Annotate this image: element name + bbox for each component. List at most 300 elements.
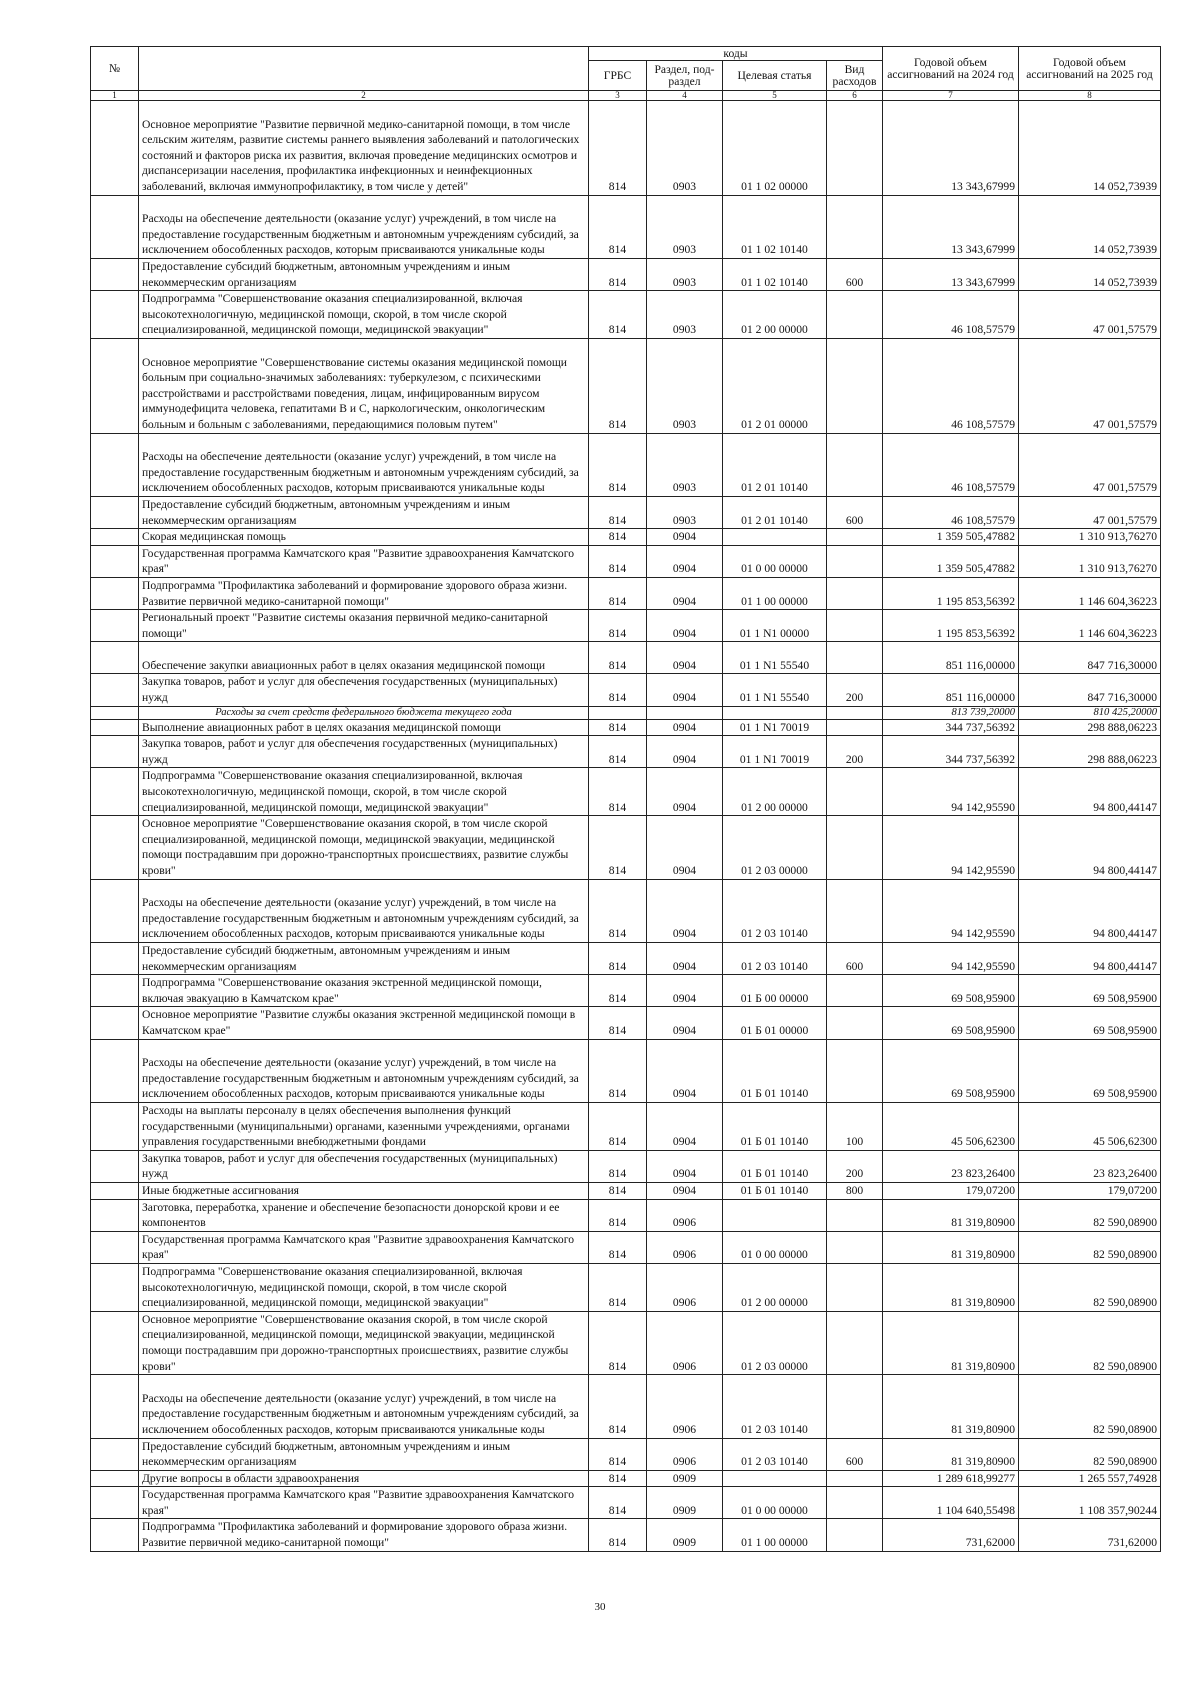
cell-grbs: 814 [589,1231,647,1263]
cell-grbs: 814 [589,674,647,706]
cell-target [723,1470,827,1487]
cell-amount-2024: 81 319,80900 [883,1231,1019,1263]
cell-target: 01 2 00 00000 [723,291,827,339]
cell-no [91,1182,139,1199]
cell-section: 0903 [647,101,723,196]
cell-grbs: 814 [589,1182,647,1199]
cell-no [91,768,139,816]
cell-kind [827,433,883,496]
cell-kind [827,291,883,339]
cell-amount-2024: 1 289 618,99277 [883,1470,1019,1487]
table-row [91,101,1161,196]
cell-section: 0904 [647,975,723,1007]
cell-grbs [589,706,647,719]
cell-no [91,1199,139,1231]
cell-amount-2025: 47 001,57579 [1019,433,1161,496]
cell-name: Расходы на обеспечение деятельности (оказание услуг) учреждений, в том числе на предоставление государственным бюджетным и автономным учреждениям субсидий, за исключением обособленных расходов, которым присваиваются уникальные коды [139,433,589,496]
cell-name: Заготовка, переработка, хранение и обеспечение безопасности донорской крови и ее компонентов [139,1199,589,1231]
table-row [91,719,1161,736]
cell-name: Предоставление субсидий бюджетным, автономным учреждениям и иным некоммерческим организациям [139,943,589,975]
cell-amount-2024: 69 508,95900 [883,1039,1019,1102]
cell-amount-2024: 851 116,00000 [883,674,1019,706]
cell-section: 0904 [647,719,723,736]
cell-name: Расходы на обеспечение деятельности (оказание услуг) учреждений, в том числе на предоставление государственным бюджетным и автономным учреждениям субсидий, за исключением обособленных расходов, которым присваиваются уникальные коды [139,879,589,942]
cell-name: Основное мероприятие "Совершенствование системы оказания медицинской помощи больным при социально-значимых заболеваниях: туберкулезом, с психическими расстройствами и расстройствами поведения, лицам, инфицированным вирусом иммунодефицита человека, гепатитами В и С, наркологическим, онкологическим больным и больным с заболеваниями, передающимися половым путем" [139,338,589,433]
table-row [91,338,1161,433]
cell-grbs: 814 [589,816,647,879]
cell-name: Расходы на обеспечение деятельности (оказание услуг) учреждений, в том числе на предоставление государственным бюджетным и автономным учреждениям субсидий, за исключением обособленных расходов, которым присваиваются уникальные коды [139,195,589,258]
cell-kind [827,975,883,1007]
cell-target: 01 2 00 00000 [723,768,827,816]
cell-amount-2025: 69 508,95900 [1019,1007,1161,1039]
cell-amount-2024: 81 319,80900 [883,1199,1019,1231]
cell-target: 01 1 00 00000 [723,1519,827,1551]
cell-amount-2025: 82 590,08900 [1019,1199,1161,1231]
cell-section: 0906 [647,1375,723,1438]
cell-kind [827,610,883,642]
cell-section: 0904 [647,943,723,975]
cell-target: 01 0 00 00000 [723,1487,827,1519]
cell-name: Основное мероприятие "Совершенствование оказания скорой, в том числе скорой специализированной, медицинской помощи, медицинской эвакуации, медицинской помощи пострадавшим при дорожно-транспортных происшествиях, развитие службы крови" [139,1311,589,1374]
cell-kind [827,529,883,546]
cell-section: 0904 [647,768,723,816]
cell-target: 01 2 01 10140 [723,496,827,528]
cell-grbs: 814 [589,1311,647,1374]
column-number: 8 [1019,91,1161,101]
cell-no [91,1519,139,1551]
cell-target: 01 0 00 00000 [723,545,827,577]
table-row [91,674,1161,706]
cell-amount-2024: 344 737,56392 [883,736,1019,768]
cell-grbs: 814 [589,1007,647,1039]
table-row [91,1263,1161,1311]
cell-amount-2025: 82 590,08900 [1019,1263,1161,1311]
cell-amount-2024: 81 319,80900 [883,1311,1019,1374]
cell-amount-2024: 94 142,95590 [883,879,1019,942]
cell-grbs: 814 [589,529,647,546]
cell-kind [827,1311,883,1374]
cell-grbs: 814 [589,433,647,496]
table-row [91,610,1161,642]
cell-amount-2024: 94 142,95590 [883,768,1019,816]
cell-section: 0904 [647,816,723,879]
header-year-2024: Годовой объем ассигнований на 2024 год [883,47,1019,91]
cell-name: Основное мероприятие "Совершенствование оказания скорой, в том числе скорой специализированной, медицинской помощи, медицинской эвакуации, медицинской помощи пострадавшим при дорожно-транспортных происшествиях, развитие службы крови" [139,816,589,879]
cell-amount-2025: 298 888,06223 [1019,736,1161,768]
cell-no [91,674,139,706]
cell-amount-2025: 1 108 357,90244 [1019,1487,1161,1519]
cell-grbs: 814 [589,719,647,736]
cell-amount-2025: 47 001,57579 [1019,291,1161,339]
table-row [91,195,1161,258]
cell-section: 0906 [647,1438,723,1470]
cell-amount-2025: 810 425,20000 [1019,706,1161,719]
cell-target: 01 Б 01 10140 [723,1102,827,1150]
table-row [91,1519,1161,1551]
cell-section: 0904 [647,642,723,674]
table-row [91,577,1161,609]
cell-section: 0904 [647,674,723,706]
cell-no [91,1375,139,1438]
table-row [91,1007,1161,1039]
table-row [91,1150,1161,1182]
cell-name: Закупка товаров, работ и услуг для обеспечения государственных (муниципальных) нужд [139,1150,589,1182]
cell-target: 01 Б 01 10140 [723,1182,827,1199]
cell-no [91,1102,139,1150]
column-number: 6 [827,91,883,101]
table-row [91,545,1161,577]
cell-amount-2025: 1 146 604,36223 [1019,610,1161,642]
table-row [91,975,1161,1007]
cell-amount-2025: 847 716,30000 [1019,674,1161,706]
cell-name: Региональный проект "Развитие системы оказания первичной медико-санитарной помощи" [139,610,589,642]
table-row [91,529,1161,546]
cell-no [91,1007,139,1039]
cell-section: 0903 [647,433,723,496]
cell-target: 01 1 N1 70019 [723,719,827,736]
cell-target: 01 1 N1 70019 [723,736,827,768]
cell-name: Подпрограмма "Профилактика заболеваний и формирование здорового образа жизни. Развитие первичной медико-санитарной помощи" [139,1519,589,1551]
table-row [91,816,1161,879]
cell-no [91,610,139,642]
cell-amount-2025: 82 590,08900 [1019,1231,1161,1263]
cell-amount-2025: 94 800,44147 [1019,943,1161,975]
cell-no [91,101,139,196]
cell-amount-2024: 46 108,57579 [883,496,1019,528]
cell-section [647,706,723,719]
cell-no [91,338,139,433]
header-grbs: ГРБС [589,61,647,91]
cell-kind: 100 [827,1102,883,1150]
cell-name: Государственная программа Камчатского края "Развитие здравоохранения Камчатского края" [139,1231,589,1263]
cell-section: 0903 [647,195,723,258]
cell-kind: 200 [827,674,883,706]
header-target: Целевая статья [723,61,827,91]
cell-amount-2025: 94 800,44147 [1019,816,1161,879]
cell-amount-2024: 731,62000 [883,1519,1019,1551]
cell-grbs: 814 [589,1519,647,1551]
cell-no [91,545,139,577]
cell-section: 0906 [647,1199,723,1231]
cell-section: 0909 [647,1519,723,1551]
cell-target: 01 Б 01 10140 [723,1150,827,1182]
cell-no [91,706,139,719]
cell-amount-2025: 69 508,95900 [1019,1039,1161,1102]
cell-grbs: 814 [589,736,647,768]
cell-no [91,642,139,674]
cell-amount-2024: 1 104 640,55498 [883,1487,1019,1519]
cell-amount-2025: 1 310 913,76270 [1019,529,1161,546]
cell-no [91,529,139,546]
cell-grbs: 814 [589,1487,647,1519]
cell-amount-2025: 23 823,26400 [1019,1150,1161,1182]
header-no: № [91,47,139,91]
column-number: 1 [91,91,139,101]
cell-kind [827,1007,883,1039]
cell-amount-2025: 179,07200 [1019,1182,1161,1199]
cell-target: 01 2 03 00000 [723,1311,827,1374]
cell-grbs: 814 [589,1375,647,1438]
cell-name: Предоставление субсидий бюджетным, автономным учреждениям и иным некоммерческим организациям [139,1438,589,1470]
cell-grbs: 814 [589,338,647,433]
table-row [91,943,1161,975]
cell-no [91,816,139,879]
cell-kind [827,1470,883,1487]
budget-sheet [90,46,1160,1552]
cell-grbs: 814 [589,1438,647,1470]
table-row [91,433,1161,496]
cell-amount-2025: 298 888,06223 [1019,719,1161,736]
cell-name: Государственная программа Камчатского края "Развитие здравоохранения Камчатского края" [139,545,589,577]
cell-amount-2025: 47 001,57579 [1019,496,1161,528]
cell-grbs: 814 [589,1102,647,1150]
cell-name: Подпрограмма "Совершенствование оказания специализированной, включая высокотехнологичную, медицинской помощи, скорой, в том числе скорой специализированной, медицинской помощи, медицинской эвакуации" [139,768,589,816]
cell-section: 0909 [647,1487,723,1519]
cell-kind: 600 [827,258,883,290]
table-row [91,768,1161,816]
cell-amount-2024: 81 319,80900 [883,1263,1019,1311]
cell-no [91,1263,139,1311]
cell-kind [827,642,883,674]
cell-target [723,529,827,546]
cell-amount-2024: 344 737,56392 [883,719,1019,736]
cell-name: Расходы на выплаты персоналу в целях обеспечения выполнения функций государственными (муниципальными) органами, казенными учреждениями, органами управления государственными внебюджетными фондами [139,1102,589,1150]
cell-target: 01 1 N1 00000 [723,610,827,642]
cell-no [91,736,139,768]
cell-kind [827,768,883,816]
cell-no [91,975,139,1007]
cell-no [91,943,139,975]
cell-target: 01 2 03 10140 [723,879,827,942]
cell-amount-2025: 94 800,44147 [1019,768,1161,816]
cell-section: 0904 [647,577,723,609]
cell-grbs: 814 [589,642,647,674]
column-number: 3 [589,91,647,101]
column-number: 5 [723,91,827,101]
cell-no [91,1438,139,1470]
cell-amount-2025: 69 508,95900 [1019,975,1161,1007]
cell-amount-2024: 813 739,20000 [883,706,1019,719]
cell-target: 01 1 00 00000 [723,577,827,609]
cell-name: Закупка товаров, работ и услуг для обеспечения государственных (муниципальных) нужд [139,674,589,706]
cell-amount-2024: 1 195 853,56392 [883,610,1019,642]
cell-name: Предоставление субсидий бюджетным, автономным учреждениям и иным некоммерческим организациям [139,496,589,528]
table-row [91,1102,1161,1150]
table-row [91,1182,1161,1199]
cell-amount-2024: 46 108,57579 [883,338,1019,433]
cell-kind: 200 [827,736,883,768]
cell-section: 0904 [647,1150,723,1182]
cell-amount-2025: 82 590,08900 [1019,1438,1161,1470]
cell-target: 01 1 02 00000 [723,101,827,196]
cell-no [91,1487,139,1519]
cell-kind: 200 [827,1150,883,1182]
cell-amount-2025: 82 590,08900 [1019,1375,1161,1438]
cell-amount-2024: 23 823,26400 [883,1150,1019,1182]
cell-target: 01 2 01 10140 [723,433,827,496]
cell-amount-2025: 94 800,44147 [1019,879,1161,942]
cell-amount-2025: 1 265 557,74928 [1019,1470,1161,1487]
cell-amount-2024: 1 359 505,47882 [883,529,1019,546]
cell-no [91,1231,139,1263]
cell-section: 0904 [647,545,723,577]
cell-amount-2024: 46 108,57579 [883,291,1019,339]
header-kind: Вид расходов [827,61,883,91]
cell-target: 01 Б 01 10140 [723,1039,827,1102]
column-number: 2 [139,91,589,101]
cell-no [91,719,139,736]
cell-section: 0904 [647,1039,723,1102]
cell-amount-2024: 1 195 853,56392 [883,577,1019,609]
cell-kind [827,1487,883,1519]
cell-no [91,433,139,496]
table-row [91,642,1161,674]
cell-amount-2024: 69 508,95900 [883,1007,1019,1039]
table-row [91,1231,1161,1263]
cell-kind: 600 [827,496,883,528]
cell-name: Подпрограмма "Профилактика заболеваний и формирование здорового образа жизни. Развитие первичной медико-санитарной помощи" [139,577,589,609]
cell-grbs: 814 [589,1150,647,1182]
cell-amount-2025: 14 052,73939 [1019,195,1161,258]
cell-kind [827,577,883,609]
cell-grbs: 814 [589,1470,647,1487]
cell-kind: 800 [827,1182,883,1199]
cell-grbs: 814 [589,610,647,642]
cell-grbs: 814 [589,291,647,339]
cell-target: 01 1 N1 55540 [723,642,827,674]
cell-target: 01 2 03 10140 [723,943,827,975]
table-row [91,496,1161,528]
cell-target: 01 1 02 10140 [723,195,827,258]
cell-amount-2024: 13 343,67999 [883,258,1019,290]
cell-amount-2024: 69 508,95900 [883,975,1019,1007]
cell-amount-2025: 1 310 913,76270 [1019,545,1161,577]
cell-amount-2025: 1 146 604,36223 [1019,577,1161,609]
cell-section: 0903 [647,338,723,433]
cell-no [91,1311,139,1374]
table-row [91,1438,1161,1470]
budget-table [90,46,1161,1552]
table-row [91,258,1161,290]
table-row [91,291,1161,339]
cell-name: Закупка товаров, работ и услуг для обеспечения государственных (муниципальных) нужд [139,736,589,768]
cell-name: Скорая медицинская помощь [139,529,589,546]
table-row [91,736,1161,768]
header-column-numbers [91,91,1161,101]
cell-no [91,195,139,258]
cell-grbs: 814 [589,1199,647,1231]
cell-kind [827,816,883,879]
cell-grbs: 814 [589,545,647,577]
cell-target: 01 2 00 00000 [723,1263,827,1311]
cell-name: Основное мероприятие "Развитие первичной медико-санитарной помощи, в том числе сельским жителям, развитие системы раннего выявления заболеваний и патологических состояний и факторов риска их развития, включая проведение медицинских осмотров и диспансеризации населения, профилактика инфекционных и неинфекционных заболеваний, включая иммунопрофилактику, в том числе у детей" [139,101,589,196]
cell-kind [827,338,883,433]
cell-grbs: 814 [589,768,647,816]
column-number: 4 [647,91,723,101]
cell-name: Основное мероприятие "Развитие службы оказания экстренной медицинской помощи в Камчатском крае" [139,1007,589,1039]
cell-target: 01 2 03 10140 [723,1438,827,1470]
cell-amount-2024: 1 359 505,47882 [883,545,1019,577]
cell-section: 0903 [647,291,723,339]
cell-section: 0904 [647,529,723,546]
cell-amount-2024: 81 319,80900 [883,1438,1019,1470]
cell-kind [827,195,883,258]
cell-kind: 600 [827,943,883,975]
cell-name: Подпрограмма "Совершенствование оказания специализированной, включая высокотехнологичную, медицинской помощи, скорой, в том числе скорой специализированной, медицинской помощи, медицинской эвакуации" [139,291,589,339]
header-codes: коды [589,47,883,61]
header-year-2025: Годовой объем ассигнований на 2025 год [1019,47,1161,91]
cell-grbs: 814 [589,258,647,290]
cell-kind [827,1039,883,1102]
cell-grbs: 814 [589,101,647,196]
cell-kind [827,1519,883,1551]
cell-section: 0904 [647,1182,723,1199]
cell-grbs: 814 [589,975,647,1007]
cell-name: Обеспечение закупки авиационных работ в целях оказания медицинской помощи [139,642,589,674]
cell-target: 01 0 00 00000 [723,1231,827,1263]
table-row [91,1470,1161,1487]
cell-name: Выполнение авиационных работ в целях оказания медицинской помощи [139,719,589,736]
cell-kind [827,101,883,196]
cell-kind [827,1263,883,1311]
header-section: Раздел, под-раздел [647,61,723,91]
cell-no [91,1039,139,1102]
cell-amount-2025: 847 716,30000 [1019,642,1161,674]
cell-grbs: 814 [589,496,647,528]
cell-kind [827,1199,883,1231]
cell-grbs: 814 [589,577,647,609]
cell-section: 0904 [647,736,723,768]
cell-section: 0904 [647,879,723,942]
column-number: 7 [883,91,1019,101]
cell-name: Расходы на обеспечение деятельности (оказание услуг) учреждений, в том числе на предоставление государственным бюджетным и автономным учреждениям субсидий, за исключением обособленных расходов, которым присваиваются уникальные коды [139,1375,589,1438]
cell-no [91,1150,139,1182]
cell-grbs: 814 [589,1039,647,1102]
cell-target: 01 2 03 00000 [723,816,827,879]
cell-grbs: 814 [589,1263,647,1311]
cell-target: 01 Б 01 00000 [723,1007,827,1039]
cell-target: 01 2 03 10140 [723,1375,827,1438]
cell-grbs: 814 [589,195,647,258]
cell-no [91,879,139,942]
cell-amount-2024: 94 142,95590 [883,943,1019,975]
cell-section: 0904 [647,1007,723,1039]
cell-section: 0906 [647,1231,723,1263]
cell-no [91,577,139,609]
cell-amount-2024: 94 142,95590 [883,816,1019,879]
cell-amount-2024: 46 108,57579 [883,433,1019,496]
cell-amount-2025: 45 506,62300 [1019,1102,1161,1150]
cell-amount-2024: 45 506,62300 [883,1102,1019,1150]
cell-section: 0903 [647,496,723,528]
federal-budget-row [91,706,1161,719]
cell-section: 0909 [647,1470,723,1487]
cell-grbs: 814 [589,879,647,942]
cell-name: Расходы на обеспечение деятельности (оказание услуг) учреждений, в том числе на предоставление государственным бюджетным и автономным учреждениям субсидий, за исключением обособленных расходов, которым присваиваются уникальные коды [139,1039,589,1102]
cell-amount-2025: 47 001,57579 [1019,338,1161,433]
cell-section: 0906 [647,1263,723,1311]
cell-amount-2025: 14 052,73939 [1019,101,1161,196]
cell-name: Подпрограмма "Совершенствование оказания экстренной медицинской помощи, включая эвакуацию в Камчатском крае" [139,975,589,1007]
cell-name: Другие вопросы в области здравоохранения [139,1470,589,1487]
cell-amount-2024: 13 343,67999 [883,195,1019,258]
cell-kind [827,879,883,942]
table-row [91,1199,1161,1231]
cell-no [91,258,139,290]
cell-section: 0904 [647,1102,723,1150]
cell-name: Подпрограмма "Совершенствование оказания специализированной, включая высокотехнологичную, медицинской помощи, скорой, в том числе скорой специализированной, медицинской помощи, медицинской эвакуации" [139,1263,589,1311]
cell-no [91,496,139,528]
